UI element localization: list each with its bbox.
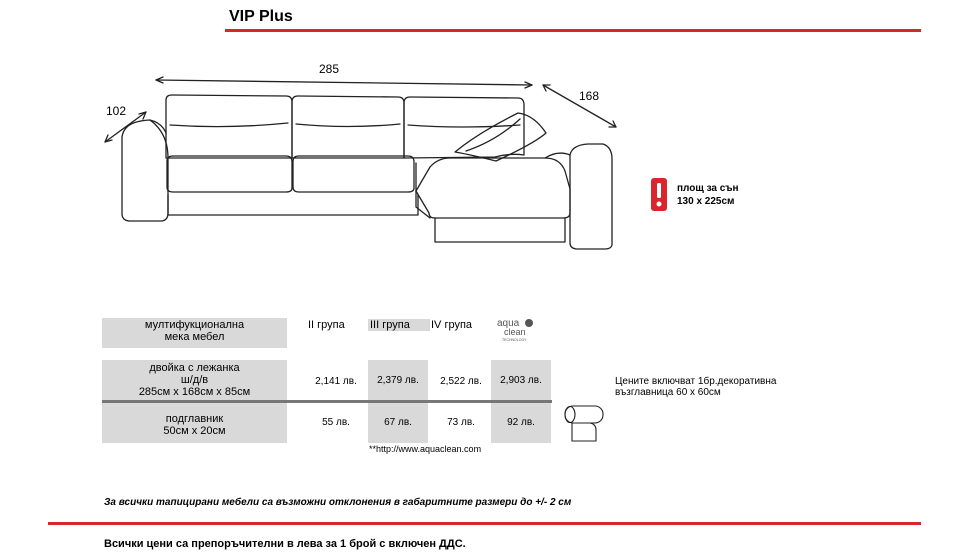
right-armrest [570,144,612,249]
decorative-pillow [455,113,546,161]
header-group4: IV група [431,319,473,331]
vat-note: Всички цени са препоръчителни в лева за 1 брой с включен ДДС. [104,538,466,550]
svg-text:aqua: aqua [497,318,520,329]
svg-text:TECHNOLOGY: TECHNOLOGY [502,338,527,342]
svg-text:clean: clean [504,327,526,337]
seat-cushion-middle [293,156,414,192]
sleep-area-line1: площ за сън [677,183,739,194]
chaise-base [435,218,565,242]
bottom-divider [48,522,921,525]
aquaclean-logo [495,316,537,342]
table-row-2-aqua: 92 лв. [491,403,551,443]
top-divider [225,29,921,32]
width-dimension-line [156,80,532,85]
exclamation-icon [651,178,667,211]
width-dimension-label: 285 [318,62,340,76]
header-group3: III група [368,319,430,331]
product-title: VIP Plus [229,8,293,25]
seat-cushion-left [167,156,292,192]
table-row-2-g4: 73 лв. [447,417,475,428]
sofa-drawing [100,55,630,255]
headrest-drawing [562,404,606,444]
depth-dimension-label: 168 [578,89,600,103]
table-row-1-g4: 2,522 лв. [440,376,482,387]
chaise-seat [416,158,570,218]
table-row-1-g2: 2,141 лв. [315,376,357,387]
includes-note: Цените включват 1бр.декоративна възглавница 60 х 60см [615,376,777,398]
table-row-2-g3: 67 лв. [368,403,428,443]
header-category: мултифукционална мека мебел [102,318,287,348]
table-row-2-name: подглавник 50см х 20см [102,403,287,443]
sleep-area-note [677,182,739,208]
side-dimension-label: 102 [105,104,127,118]
table-row-2-g2: 55 лв. [322,417,350,428]
disclaimer: За всички тапицирани мебели са възможни отклонения в габаритните размери до +/- 2 см [104,497,572,508]
header-group2: II група [308,319,345,331]
table-row-1-name: двойка с лежанка ш/д/в 285см х 168см х 85см [102,360,287,402]
aquaclean-link[interactable]: **http://www.aquaclean.com [369,444,482,454]
table-row-1-aqua: 2,903 лв. [491,360,551,400]
sleep-area-line2: 130 х 225см [677,196,735,207]
left-armrest [122,120,168,221]
table-row-1-g3: 2,379 лв. [368,360,428,400]
